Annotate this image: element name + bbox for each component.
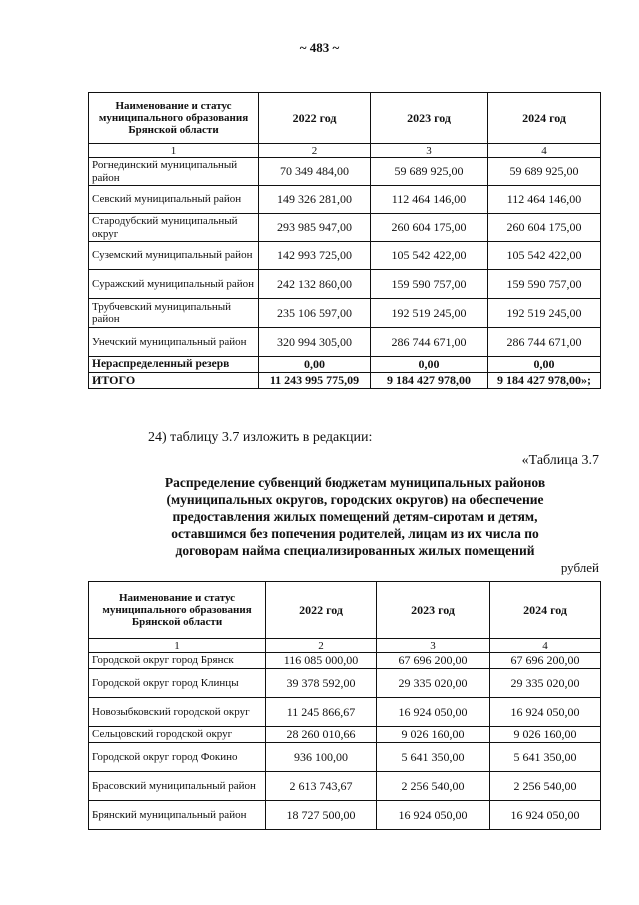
table-row [89, 242, 601, 270]
amendment-paragraph: 24) таблицу 3.7 изложить в редакции: [148, 430, 373, 445]
table-header-row [89, 582, 601, 639]
table-row [89, 669, 601, 698]
header-name: Наименование и статус муниципального образования Брянской области [89, 582, 266, 639]
header-2023: 2023 год [371, 93, 488, 144]
table-row [89, 270, 601, 299]
table-row [89, 328, 601, 357]
value-2024: 5 641 350,00 [490, 743, 601, 772]
header-2024: 2024 год [488, 93, 601, 144]
header-2023: 2023 год [377, 582, 490, 639]
reserve-row [89, 357, 601, 373]
value-2024: 159 590 757,00 [488, 270, 601, 299]
row-name: Брянский муниципальный район [89, 801, 266, 830]
table-row [89, 653, 601, 669]
total-2023: 9 184 427 978,00 [371, 373, 488, 389]
value-2022: 293 985 947,00 [259, 214, 371, 242]
value-2023: 29 335 020,00 [377, 669, 490, 698]
total-2022: 11 243 995 775,09 [259, 373, 371, 389]
value-2022: 2 613 743,67 [266, 772, 377, 801]
value-2024: 105 542 422,00 [488, 242, 601, 270]
value-2022: 39 378 592,00 [266, 669, 377, 698]
page-number: ~ 483 ~ [299, 40, 340, 55]
value-2024: 16 924 050,00 [490, 698, 601, 727]
row-name: Севский муниципальный район [89, 186, 259, 214]
row-name: Суражский муниципальный район [89, 270, 259, 299]
value-2023: 112 464 146,00 [371, 186, 488, 214]
col-number: 3 [377, 639, 490, 653]
value-2022: 235 106 597,00 [259, 299, 371, 328]
table-row [89, 214, 601, 242]
table-header-row [89, 93, 601, 144]
header-name: Наименование и статус муниципального образования Брянской области [89, 93, 259, 144]
header-2024: 2024 год [490, 582, 601, 639]
table-row [89, 299, 601, 328]
total-row [89, 373, 601, 389]
value-2023: 16 924 050,00 [377, 698, 490, 727]
column-number-row [89, 639, 601, 653]
value-2023: 0,00 [371, 357, 488, 373]
value-2023: 5 641 350,00 [377, 743, 490, 772]
row-name: Унечский муниципальный район [89, 328, 259, 357]
row-name: Новозыбковский городской округ [89, 698, 266, 727]
row-name: Городской округ город Клинцы [89, 669, 266, 698]
reserve-name: Нераспределенный резерв [89, 357, 259, 373]
table-row [89, 727, 601, 743]
value-2024: 16 924 050,00 [490, 801, 601, 830]
total-name: ИТОГО [89, 373, 259, 389]
value-2022: 0,00 [259, 357, 371, 373]
table-row [89, 743, 601, 772]
col-number: 1 [89, 639, 266, 653]
value-2024: 112 464 146,00 [488, 186, 601, 214]
col-number: 3 [371, 144, 488, 158]
value-2023: 260 604 175,00 [371, 214, 488, 242]
value-2023: 286 744 671,00 [371, 328, 488, 357]
value-2024: 67 696 200,00 [490, 653, 601, 669]
col-number: 1 [89, 144, 259, 158]
value-2024: 286 744 671,00 [488, 328, 601, 357]
row-name: Стародубский муниципальный округ [89, 214, 259, 242]
column-number-row [89, 144, 601, 158]
value-2024: 29 335 020,00 [490, 669, 601, 698]
value-2022: 936 100,00 [266, 743, 377, 772]
col-number: 4 [488, 144, 601, 158]
value-2023: 2 256 540,00 [377, 772, 490, 801]
unit-label: рублей [560, 560, 599, 575]
subvention-table-3-7 [88, 581, 601, 830]
table-label: «Таблица 3.7 [521, 453, 599, 468]
value-2023: 16 924 050,00 [377, 801, 490, 830]
value-2023: 105 542 422,00 [371, 242, 488, 270]
value-2024: 192 519 245,00 [488, 299, 601, 328]
row-name: Сельцовский городской округ [89, 727, 266, 743]
table-row [89, 186, 601, 214]
value-2022: 142 993 725,00 [259, 242, 371, 270]
row-name: Городской округ город Брянск [89, 653, 266, 669]
table-row [89, 698, 601, 727]
value-2022: 70 349 484,00 [259, 158, 371, 186]
value-2022: 18 727 500,00 [266, 801, 377, 830]
value-2022: 11 245 866,67 [266, 698, 377, 727]
value-2022: 116 085 000,00 [266, 653, 377, 669]
value-2023: 192 519 245,00 [371, 299, 488, 328]
header-2022: 2022 год [266, 582, 377, 639]
col-number: 2 [259, 144, 371, 158]
value-2024: 0,00 [488, 357, 601, 373]
value-2024: 260 604 175,00 [488, 214, 601, 242]
value-2023: 159 590 757,00 [371, 270, 488, 299]
table-row [89, 772, 601, 801]
col-number: 4 [490, 639, 601, 653]
header-2022: 2022 год [259, 93, 371, 144]
table-row [89, 158, 601, 186]
table-title: Распределение субвенций бюджетам муниципальных районов (муниципальных округов, городских округов) на обеспечение предоставления жилых помещений детям-сиротам и детям, оставшимся без попечения родителей, лицам из их числа по договорам найма специализированных жилых помещений [164, 475, 546, 558]
value-2022: 28 260 010,66 [266, 727, 377, 743]
table-row [89, 801, 601, 830]
value-2023: 9 026 160,00 [377, 727, 490, 743]
row-name: Рогнединский муниципальный район [89, 158, 259, 186]
subvention-table-continued [88, 92, 601, 389]
row-name: Городской округ город Фокино [89, 743, 266, 772]
value-2022: 320 994 305,00 [259, 328, 371, 357]
row-name: Брасовский муниципальный район [89, 772, 266, 801]
value-2024: 9 026 160,00 [490, 727, 601, 743]
total-2024: 9 184 427 978,00»; [488, 373, 601, 389]
value-2024: 2 256 540,00 [490, 772, 601, 801]
row-name: Трубчевский муниципальный район [89, 299, 259, 328]
col-number: 2 [266, 639, 377, 653]
row-name: Суземский муниципальный район [89, 242, 259, 270]
value-2022: 149 326 281,00 [259, 186, 371, 214]
value-2022: 242 132 860,00 [259, 270, 371, 299]
value-2023: 59 689 925,00 [371, 158, 488, 186]
value-2023: 67 696 200,00 [377, 653, 490, 669]
value-2024: 59 689 925,00 [488, 158, 601, 186]
